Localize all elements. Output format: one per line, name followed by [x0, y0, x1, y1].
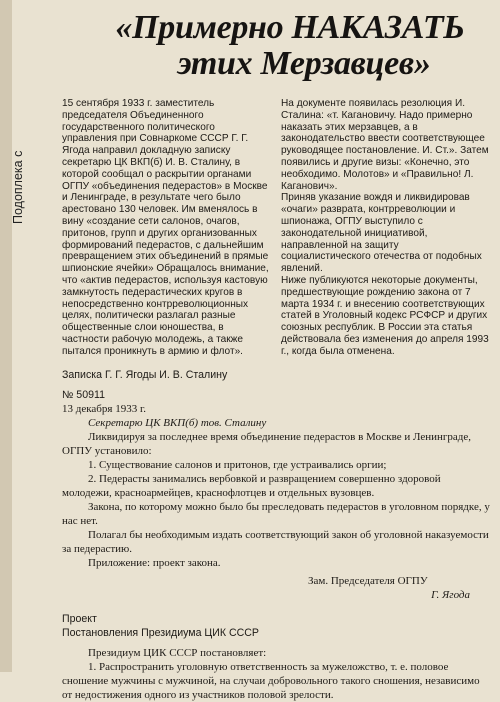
intro-paragraph: Ниже публикуются некоторые документы, предшествующие рождению закона от 7 марта 1934 г. и внесению соответствующих статей в Уголовный кодекс РСФСР и других союзных республик. В России эта статья действовала без изменения до апреля 1993 г., когда была отменена.	[281, 274, 489, 357]
section-side-label: Подоплека с	[11, 150, 25, 224]
intro-paragraph: На документе появилась резолюция И. Сталина: «т. Кагановичу. Надо примерно наказать этих мерзавцев, а в законодательство ввести соответствующее руководящее постановление. И. Ст.». Затем появились и другие визы: «Конечно, это необходимо. Молотов» и «Правильно! Л. Каганович».	[281, 98, 489, 192]
title-line-1: «Примерно НАКАЗАТЬ	[115, 9, 465, 46]
note-paragraph: Закона, по которому можно было бы преследовать педерастов в уголовном порядке, у нас нет.	[62, 501, 490, 527]
intro-paragraph: Приняв указание вождя и ликвидировав «очаги» разврата, контрреволюции и шпионажа, ОГПУ выступило с законодательной инициативой, направленной на защиту социалистического отечества от подобных явлений.	[281, 192, 482, 275]
title-line-2: этих Мерзавцев»	[177, 45, 431, 82]
note-attachment: Приложение: проект закона.	[88, 557, 221, 569]
note-paragraph: Ликвидируя за последнее время объединение педерастов в Москве и Ленинграде, ОГПУ установило:	[62, 431, 472, 457]
document-body	[62, 368, 490, 702]
note-number: № 50911	[62, 389, 105, 401]
signature-name: Г. Ягода	[431, 589, 470, 601]
note-paragraph: Полагал бы необходимым издать соответствующий закон об уголовной наказуемости за педерастию.	[62, 529, 489, 555]
article-title	[80, 10, 500, 82]
project-subtitle: Постановления Президиума ЦИК СССР	[62, 627, 259, 639]
note-addressee: Секретарю ЦК ВКП(б) тов. Сталину	[88, 417, 267, 429]
intro-paragraph: 15 сентября 1933 г. заместитель председателя Объединенного государственного политического управления при Совнаркоме СССР Г. Г. Ягода направил докладную записку секретарю ЦК ВКП(б) И. В. Сталину, в которой сообщал о раскрытии органами ОГПУ «объединения педерастов» в Москве и Ленинграде, в результате чего было арестовано 130 человек. Им вменялось в вину «создание сети салонов, очагов, притонов, групп и других организованных формирований педерастов, с дальнейшим превращением этих объединений в прямые шпионские ячейки» Обращалось внимание, что «актив педерастов, используя кастовую замкнутость педерастических кругов в непосредственно контрреволюционных целях, политически разлагал разные общественные слои юношества, в частности рабочую молодежь, а также пытался проникнуть в армию и флот».	[62, 98, 269, 357]
note-paragraph: 2. Педерасты занимались вербовкой и развращением совершенно здоровой молодежи, красноармейцев, краснофлотцев и отдельных вузовцев.	[62, 473, 441, 499]
intro-columns	[62, 98, 490, 360]
signature-role: Зам. Председателя ОГПУ	[308, 575, 428, 587]
note-paragraph: 1. Существование салонов и притонов, где устраивались оргии;	[88, 459, 387, 471]
note-date: 13 декабря 1933 г.	[62, 403, 146, 415]
project-paragraph: 1. Распространить уголовную ответственность за мужеложство, т. е. половое сношение мужчины с мужчиной, на случаи добровольного такого сношения, независимо от недостижения одного из участников половой зрелости.	[62, 661, 480, 701]
project-block	[62, 612, 490, 702]
project-paragraph: Президиум ЦИК СССР постановляет:	[88, 647, 267, 659]
signature-block	[62, 574, 490, 602]
project-label: Проект	[62, 613, 97, 625]
note-heading: Записка Г. Г. Ягоды И. В. Сталину	[62, 369, 228, 381]
